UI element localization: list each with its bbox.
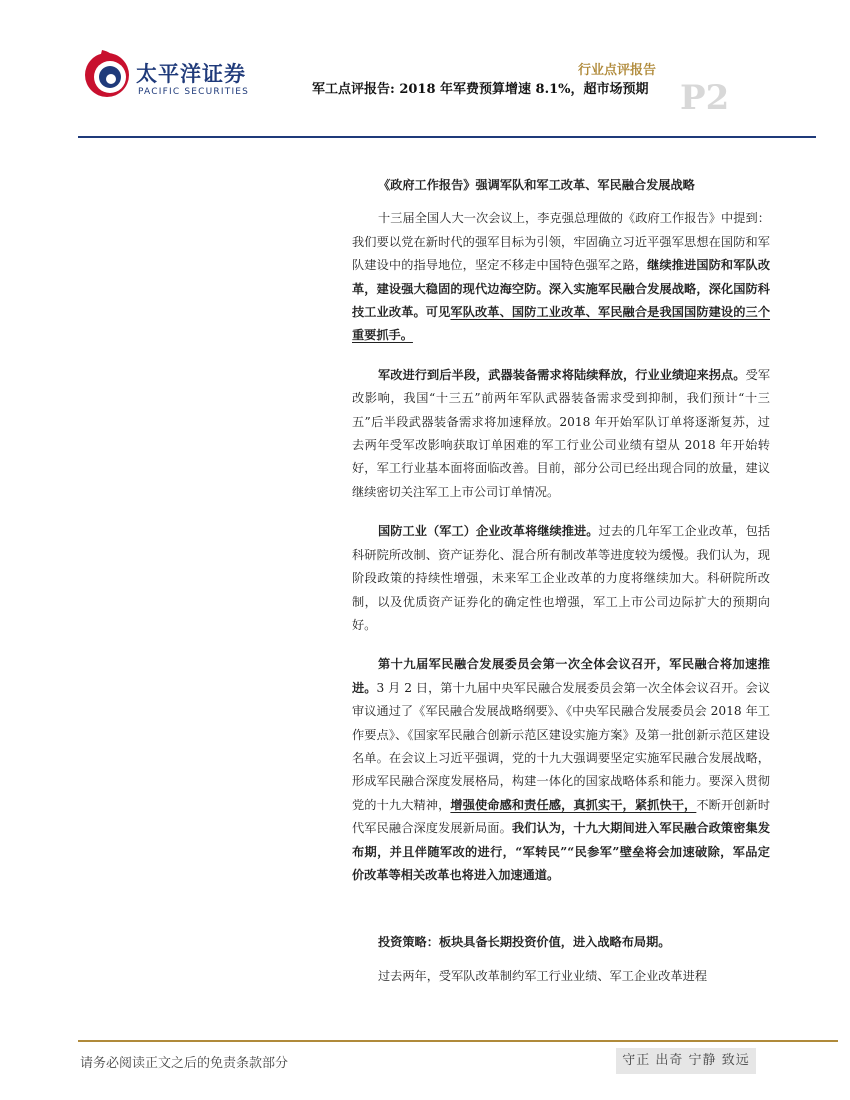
- paragraph-gov-report: [352, 207, 770, 347]
- text-run: 受军改影响，我国“十三五”前两年军队武器装备需求受到抑制，我们预计“十三五”后半段武器装备需求将加速释放。2018 年开始军队订单将逐渐复苏，过去两年受军改影响获取订单困难的军工行业公司业绩有望从 2018 年开始转好，军工行业基本面将面临改善。目前，部分公司已经出现合同的放量，建议继续密切关注军工上市公司订单情况。: [352, 367, 771, 499]
- page-header: [0, 0, 850, 140]
- paragraph-strategy-intro: 过去两年，受军队改革制约军工行业业绩、军工企业改革进程: [378, 968, 708, 983]
- report-body: [352, 174, 770, 1004]
- text-run: 十三届全国人大一次会议上，李克强总理做的《政府工作报告》中提到：我们要以党在新时代的强军目标为引领，牢固确立习近平强军思想在国防和军队建设中的指导地位，坚定不移走中国特色强军之路，: [352, 211, 770, 273]
- text-run: 3 月 2 日，第十九届中央军民融合发展委员会第一次全体会议召开。会议审议通过了《军民融合发展战略纲要》、《中央军民融合发展委员会 2018 年工作要点》、《国家军民融合创新示范区建设实施方案》及第一批创新示范区建设名单。在会议上习近平强调，党的十九大强调要坚定实施军民融合发展战略，形成军民融合深度发展格局，构建一体化的国家战略体系和能力。要深入贯彻党的十九大精神，: [352, 680, 771, 812]
- text-run: 我们认为，十九大期间进入军民融合政策密集发布期，并且伴随军改的进行，“军转民”“民参军”壁垒将会加速破除，军品定价改革等相关改革也将进入加速通道。: [352, 821, 771, 882]
- text-run: 不断开创新时代军民融合深度发展新局面。: [352, 797, 771, 836]
- footer-motto: 守正 出奇 宁静 致远: [616, 1048, 756, 1074]
- logo-chinese-name: 太平洋证券: [136, 62, 246, 86]
- text-run: 第十九届军民融合发展委员会第一次全体会议召开，军民融合将加速推进。: [352, 657, 770, 695]
- paragraph-military-reform: [352, 364, 770, 504]
- report-title: 军工点评报告: 2018 年军费预算增速 8.1%，超市场预期: [312, 82, 649, 97]
- text-run: 继续推进国防和军队改革，建设强大稳固的现代边海空防。深入实施军民融合发展战略，深化国防科技工业改革。可见: [352, 258, 771, 320]
- report-type-label: 行业点评报告: [578, 63, 657, 78]
- logo-english-name: PACIFIC SECURITIES: [138, 87, 250, 97]
- text-run: 增强使命感和责任感，真抓实干，紧抓快干，: [450, 797, 697, 812]
- text-run: 国防工业（军工）企业改革将继续推进。: [378, 524, 599, 539]
- footer-divider: [78, 1040, 838, 1042]
- section-heading-policy: 《政府工作报告》强调军队和军工改革、军民融合发展战略: [378, 178, 695, 192]
- pacific-securities-logo-icon: [80, 46, 134, 100]
- text-run: 过去的几年军工企业改革，包括科研院所改制、资产证券化、混合所有制改革等进度较为缓慢。我们认为，现阶段政策的持续性增强，未来军工企业改革的力度将继续加大。科研院所改制，以及优质资产证券化的确定性也增强，军工上市公司边际扩大的预期向好。: [352, 524, 771, 632]
- footer-disclaimer: 请务必阅读正文之后的免责条款部分: [80, 1056, 289, 1071]
- text-run: 军队改革、国防工业改革、军民融合是我国国防建设的三个重要抓手。: [352, 305, 771, 343]
- header-divider: [78, 136, 816, 138]
- section-heading-investment-strategy: 投资策略：板块具备长期投资价值，进入战略布局期。: [378, 935, 671, 950]
- paragraph-industry-reform: [352, 520, 770, 637]
- paragraph-civil-military-integration: [352, 653, 770, 887]
- page-number: P2: [680, 78, 730, 118]
- text-run: 军改进行到后半段，武器装备需求将陆续释放，行业业绩迎来拐点。: [378, 367, 746, 382]
